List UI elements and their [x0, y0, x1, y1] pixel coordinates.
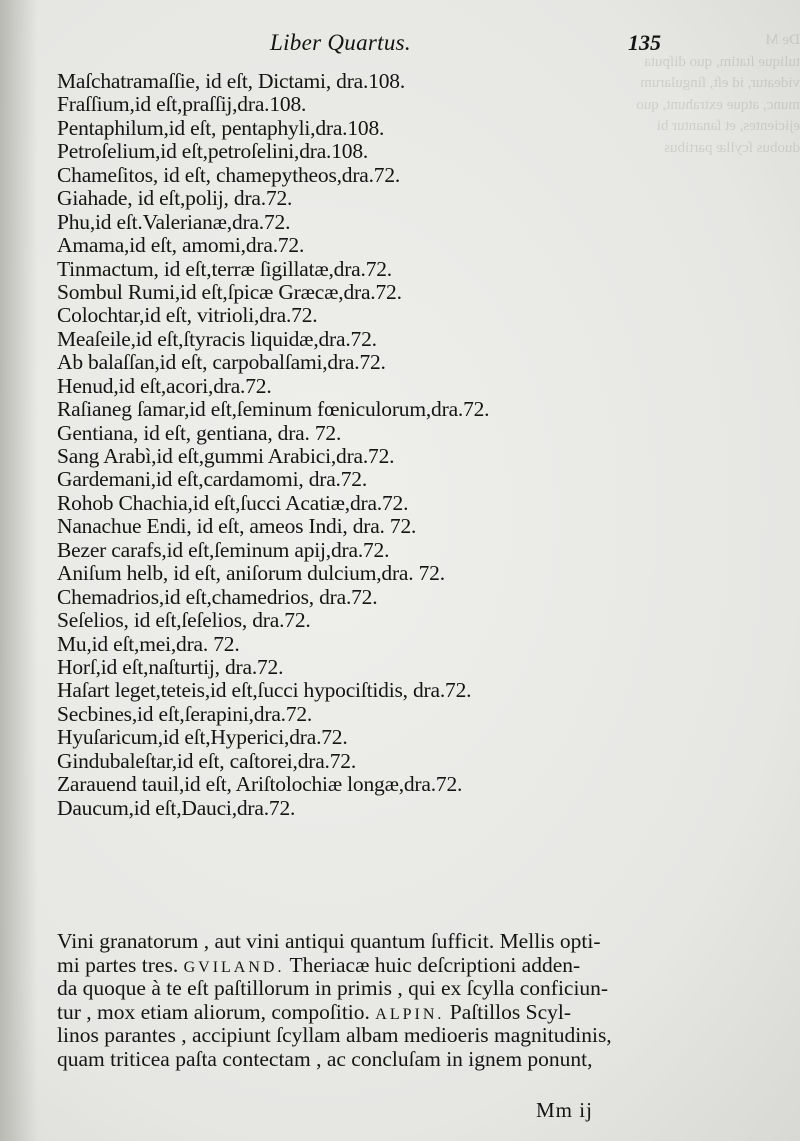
commentary-paragraph — [57, 930, 655, 1072]
list-item: Meaſeile,id eſt,ſtyracis liquidæ,dra.72. — [57, 326, 377, 351]
list-item: Daucum,id eſt,Dauci,dra.72. — [57, 795, 296, 820]
ingredient-list — [57, 70, 617, 820]
list-item: Phu,id eſt.Valerianæ,dra.72. — [57, 209, 291, 234]
list-item: Fraſſium,id eſt,praſſij,dra.108. — [57, 92, 307, 117]
paragraph-line — [57, 1001, 655, 1025]
paragraph-text: Theriacæ huic deſcriptioni adden- — [284, 952, 581, 977]
list-item: Bezer carafs,id eſt,ſeminum apij,dra.72. — [57, 537, 390, 562]
author-name: ALPIN. — [375, 1005, 445, 1023]
list-item: Pentaphilum,id eſt, pentaphyli,dra.108. — [57, 115, 385, 140]
gutter-shadow — [0, 0, 38, 1141]
paragraph-line: quam triticea paſta contectam , ac concluſam in ignem ponunt, — [57, 1046, 593, 1071]
paragraph-text: tur , mox etiam aliorum, compoſitio. — [57, 999, 376, 1024]
list-item: Aniſum helb, id eſt, aniſorum dulcium,dra. 72. — [57, 561, 445, 586]
list-item: Gentiana, id eſt, gentiana, dra. 72. — [57, 420, 342, 445]
list-item: Gindubaleſtar,id eſt, caſtorei,dra.72. — [57, 748, 356, 773]
list-item: Chemadrios,id eſt,chamedrios, dra.72. — [57, 584, 378, 609]
list-item: Giahade, id eſt,polij, dra.72. — [57, 186, 293, 211]
running-head: Liber Quartus. — [270, 30, 411, 55]
list-item: Ab balaſſan,id eſt, carpobalſami,dra.72. — [57, 350, 386, 375]
show-through-text: De M tulique ſtatim, quo diſputa videatur, id eſt, ſingularum munc, atque extrahunt, quo ejicientes, et ſanantur bi duobus ſcyllæ partibus — [636, 32, 800, 156]
page-number: 135 — [628, 30, 661, 55]
paragraph-line — [57, 954, 655, 978]
paragraph-line: linos parantes , accipiunt ſcyllam albam medioeris magnitudinis, — [57, 1023, 612, 1048]
list-item: Gardemani,id eſt,cardamomi, dra.72. — [57, 467, 368, 492]
list-item: Hyuſaricum,id eſt,Hyperici,dra.72. — [57, 725, 348, 750]
list-item: Henud,id eſt,acori,dra.72. — [57, 373, 272, 398]
paragraph-text: mi partes tres. — [57, 952, 184, 977]
list-item: Sang Arabì,id eſt,gummi Arabici,dra.72. — [57, 444, 395, 468]
paragraph-line: da quoque à te eſt paſtillorum in primis , qui ex ſcylla conficiun- — [57, 976, 609, 1001]
list-item: Secbines,id eſt,ſerapini,dra.72. — [57, 701, 313, 726]
list-item: Haſart leget,teteis,id eſt,ſucci hypociſtidis, dra.72. — [57, 678, 472, 703]
list-item: Chameſitos, id eſt, chamepytheos,dra.72. — [57, 162, 401, 187]
list-item: Mu,id eſt,mei,dra. 72. — [57, 631, 240, 656]
list-item: Colochtar,id eſt, vitrioli,dra.72. — [57, 303, 318, 328]
signature-mark: Mm ij — [536, 1098, 593, 1122]
list-item: Raſianeg ſamar,id eſt,ſeminum fœniculorum,dra.72. — [57, 397, 490, 422]
list-item: Maſchatramaſſie, id eſt, Dictami, dra.108. — [57, 69, 406, 93]
paragraph-line: Vini granatorum , aut vini antiqui quantum ſufficit. Mellis opti- — [57, 929, 601, 953]
list-item: Rohob Chachia,id eſt,ſucci Acatiæ,dra.72. — [57, 490, 409, 515]
list-item: Sombul Rumi,id eſt,ſpicæ Græcæ,dra.72. — [57, 279, 402, 304]
list-item: Nanachue Endi, id eſt, ameos Indi, dra. 72. — [57, 514, 417, 539]
author-name: GVILAND. — [183, 958, 285, 976]
list-item: Petroſelium,id eſt,petroſelini,dra.108. — [57, 139, 369, 164]
list-item: Amama,id eſt, amomi,dra.72. — [57, 233, 305, 258]
paragraph-text: Paſtillos Scyl- — [444, 999, 572, 1024]
list-item: Seſelios, id eſt,ſeſelios, dra.72. — [57, 608, 311, 633]
list-item: Horſ,id eſt,naſturtij, dra.72. — [57, 654, 284, 679]
list-item: Zarauend tauil,id eſt, Ariſtolochiæ longæ,dra.72. — [57, 772, 463, 797]
list-item: Tinmactum, id eſt,terræ ſigillatæ,dra.72. — [57, 256, 392, 281]
